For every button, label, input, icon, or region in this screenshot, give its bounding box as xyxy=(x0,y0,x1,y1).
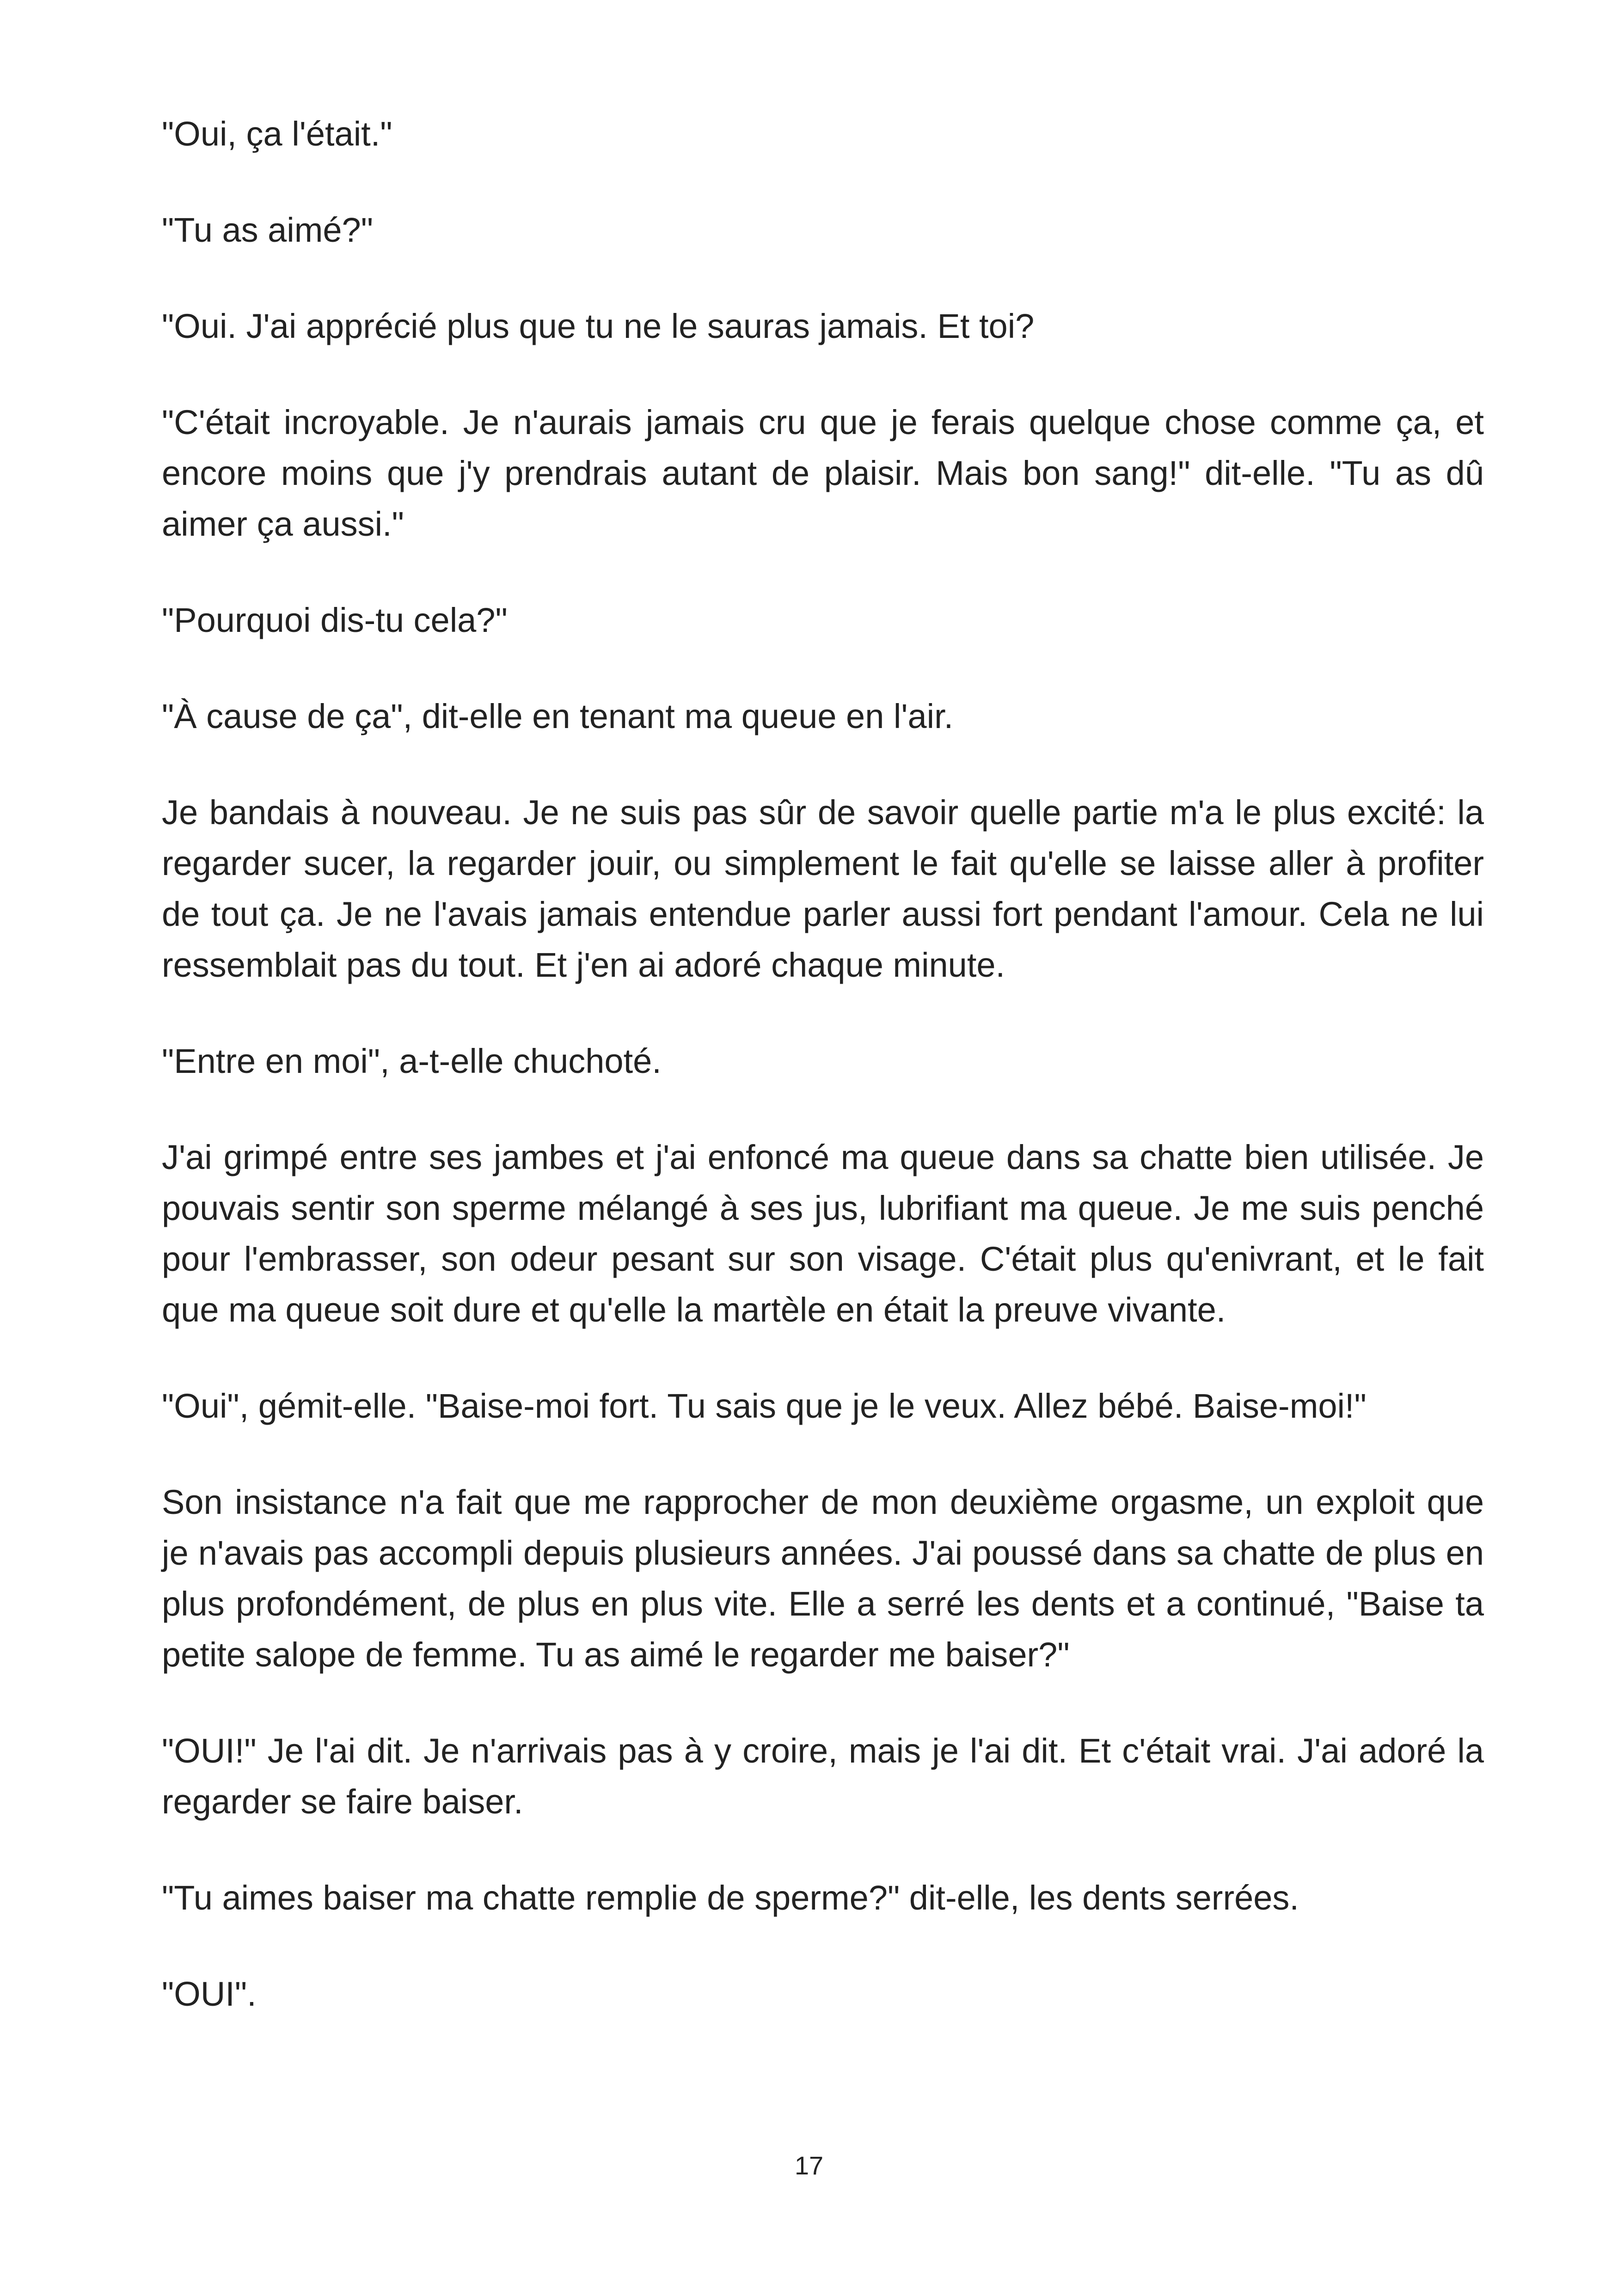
paragraph: J'ai grimpé entre ses jambes et j'ai enfoncé ma queue dans sa chatte bien utilisée. Je pouvais sentir son sperme mélangé à ses jus, lubrifiant ma queue. Je me suis penché pour l'embrasser, son odeur pesant sur son visage. C'était plus qu'enivrant, et le fait que ma queue soit dure et qu'elle la martèle en était la preuve vivante. xyxy=(162,1138,1484,1329)
paragraph: Son insistance n'a fait que me rapprocher de mon deuxième orgasme, un exploit que je n'avais pas accompli depuis plusieurs années. J'ai poussé dans sa chatte de plus en plus profondément, de plus en plus vite. Elle a serré les dents et a continué, "Baise ta petite salope de femme. Tu as aimé le regarder me baiser?" xyxy=(162,1483,1484,1674)
paragraph: "Pourquoi dis-tu cela?" xyxy=(162,601,508,639)
paragraph: "À cause de ça", dit-elle en tenant ma queue en l'air. xyxy=(162,697,954,735)
paragraph: Je bandais à nouveau. Je ne suis pas sûr de savoir quelle partie m'a le plus excité: la regarder sucer, la regarder jouir, ou simplement le fait qu'elle se laisse aller à profiter de tout ça. Je ne l'avais jamais entendue parler aussi fort pendant l'amour. Cela ne lui ressemblait pas du tout. Et j'en ai adoré chaque minute. xyxy=(162,793,1484,984)
paragraph: "C'était incroyable. Je n'aurais jamais cru que je ferais quelque chose comme ça, et encore moins que j'y prendrais autant de plaisir. Mais bon sang!" dit-elle. "Tu as dû aimer ça aussi." xyxy=(162,403,1484,543)
paragraph: "Tu as aimé?" xyxy=(162,211,373,249)
paragraph: "OUI!" Je l'ai dit. Je n'arrivais pas à y croire, mais je l'ai dit. Et c'était vrai. J'ai adoré la regarder se faire baiser. xyxy=(162,1732,1484,1821)
paragraph: "OUI". xyxy=(162,1975,257,2013)
paragraph: "Tu aimes baiser ma chatte remplie de sperme?" dit-elle, les dents serrées. xyxy=(162,1879,1299,1917)
paragraph: "Oui. J'ai apprécié plus que tu ne le sauras jamais. Et toi? xyxy=(162,307,1035,345)
page-number: 17 xyxy=(794,2151,824,2180)
text-column xyxy=(162,109,1484,2065)
paragraph: "Entre en moi", a-t-elle chuchoté. xyxy=(162,1042,662,1080)
paragraph: "Oui", gémit-elle. "Baise-moi fort. Tu sais que je le veux. Allez bébé. Baise-moi!" xyxy=(162,1387,1367,1425)
paragraph: "Oui, ça l'était." xyxy=(162,115,392,153)
